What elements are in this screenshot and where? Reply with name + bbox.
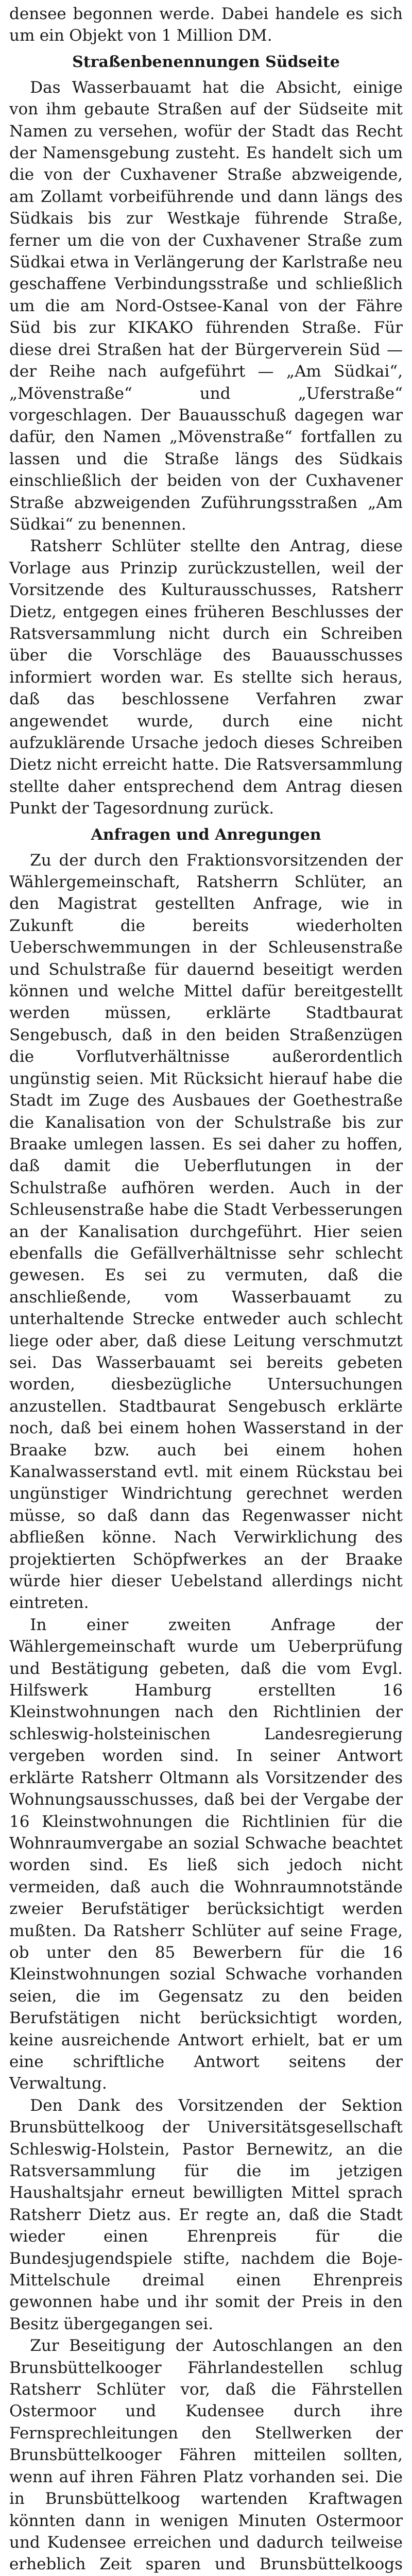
paragraph-inquiries-3: Den Dank des Vorsitzenden der Sektion Brunsbüttelkoog der Universitätsgesellschaft Schleswig-Holstein, Pastor Bernewitz, an die Ratsversammlung für die im jetzigen Haushaltsjahr erneut bewilligten Mittel sprach Ratsherr Dietz aus. Er regte an, daß die Stadt wieder einen Ehrenpreis für die Bundesjugendspiele stifte, nachdem die Boje-Mittelschule dreimal einen Ehrenpreis gewonnen habe und ihr somit der Preis in den Besitz übergegangen sei. [9, 2096, 403, 2333]
paragraph-inquiries-4: Zur Beseitigung der Autoschlangen an den Brunsbüttelkooger Fährlandestellen schlug Ratsherr Schlüter vor, daß die Fährstellen Ostermoor und Kudensee durch ihre Fernsprechleitungen den Stellwerken der Brunsbüttelkooger Fähren mitteilen sollten, wenn auf ihren Fähren Platz vorhanden sei. Die in Brunsbüttelkoog wartenden Kraftwagen könnten dann in wenigen Minuten Ostermoor und Kudensee erreichen und dadurch teilweise erheblich Zeit sparen und Brunsbüttelkoogs [9, 2336, 403, 2574]
paragraph-street-naming-2: Ratsherr Schlüter stellte den Antrag, diese Vorlage aus Prinzip zurückzustellen, weil der Vorsitzende des Kulturausschusses, Ratsherr Dietz, entgegen eines früheren Beschlusses der Ratsversammlung nicht durch ein Schreiben über die Vorschläge des Bauausschusses informiert worden war. Es stellte sich heraus, daß das beschlossene Verfahren zwar angewendet wurde, durch eine nicht aufzuklärende Ursache jedoch dieses Schreiben Dietz nicht erreicht hatte. Die Ratsversammlung stellte daher entsprechend dem Antrag diesen Punkt der Tagesordnung zurück. [9, 537, 403, 818]
paragraph-inquiries-2: In einer zweiten Anfrage der Wählergemeinschaft wurde um Ueberprüfung und Bestätigung gebeten, daß die vom Evgl. Hilfswerk Hamburg erstellten 16 Kleinstwohnungen nach den Richtlinien der schleswig-holsteinischen Landesregierung vergeben worden sind. In seiner Antwort erklärte Ratsherr Oltmann als Vorsitzender des Wohnungsausschusses, daß bei der Vergabe der 16 Kleinstwohnungen die Richtlinien für die Wohnraumvergabe an sozial Schwache beachtet worden sind. Es ließ sich jedoch nicht vermeiden, daß auch die Wohnraumnotstände zweier Berufstätiger berücksichtigt werden mußten. Da Ratsherr Schlüter auf seine Frage, ob unter den 85 Bewerbern für die 16 Kleinstwohnungen sozial Schwache vorhanden seien, die im Gegensatz zu den beiden Berufstätigen nicht berücksichtigt worden, keine ausreichende Antwort erhielt, bat er um eine schriftliche Antwort seitens der Verwaltung. [9, 1615, 403, 2093]
section-inquiries [9, 825, 403, 2576]
section-street-naming [9, 52, 403, 820]
paragraph-street-naming-1: Das Wasserbauamt hat die Absicht, einige von ihm gebaute Straßen auf der Südseite mit Namen zu versehen, wofür der Stadt das Recht der Namensgebung zusteht. Es handelt sich um die von der Cuxhavener Straße abzweigende, am Zollamt vorbeiführende und dann längs des Südkais bis zur Westkaje führende Straße, ferner um die von der Cuxhavener Straße zum Südkai etwa in Verlängerung der Karlstraße neu geschaffene Verbindungsstraße und schließlich um die am Nord-Ostsee-Kanal von der Fähre Süd bis zur KIKAKO führenden Straße. Für diese drei Straßen hat der Bürgerverein Süd — der Reihe nach aufgeführt — „Am Südkai“, „Mövenstraße“ und „Uferstraße“ vorgeschlagen. Der Bauausschuß dagegen war dafür, den Namen „Mövenstraße“ fortfallen zu lassen und die Straße längs des Südkais einschließlich der beiden von der Cuxhavener Straße abzweigenden Zuführungsstraßen „Am Südkai“ zu benennen. [9, 78, 403, 534]
paragraph-inquiries-1: Zu der durch den Fraktionsvorsitzenden der Wählergemeinschaft, Ratsherrn Schlüter, an den Magistrat gestellten Anfrage, wie in Zukunft die bereits wiederholten Ueberschwemmungen in der Schleusenstraße und Schulstraße für dauernd beseitigt werden können und welche Mittel dafür bereitgestellt werden müssen, erklärte Stadtbaurat Sengebusch, daß in den beiden Straßenzügen die Vorflutverhältnisse außerordentlich ungünstig seien. Mit Rücksicht hierauf habe die Stadt im Zuge des Ausbaues der Goethestraße die Kanalisation von der Schulstraße bis zur Braake umlegen lassen. Es sei daher zu hoffen, daß damit die Ueberflutungen in der Schulstraße aufhören werden. Auch in der Schleusenstraße habe die Stadt Verbesserungen an der Kanalisation durchgeführt. Hier seien ebenfalls die Gefällverhältnisse sehr schlecht gewesen. Es sei zu vermuten, daß die anschließende, vom Wasserbauamt zu unterhaltende Strecke entweder auch schlecht liege oder aber, daß diese Leitung verschmutzt sei. Das Wasserbauamt sei bereits gebeten worden, diesbezügliche Untersuchungen anzustellen. Stadtbaurat Sengebusch erklärte noch, daß bei einem hohen Wasserstand in der Braake bzw. auch bei einem hohen Kanalwasserstand evtl. mit einem Rückstau bei ungünstiger Windrichtung gerechnet werden müsse, so daß dann das Regenwasser nicht abfließen könne. Nach Verwirklichung des projektierten Schöpfwerkes an der Braake würde hier dieser Uebelstand allerdings nicht eintreten. [9, 851, 403, 1613]
intro-paragraph: densee begonnen werde. Dabei handele es sich um ein Objekt von 1 Million DM. [9, 5, 403, 45]
section-heading-inquiries: Anfragen und Anregungen [91, 825, 321, 844]
section-heading-street-naming: Straßenbenennungen Südseite [72, 53, 340, 71]
